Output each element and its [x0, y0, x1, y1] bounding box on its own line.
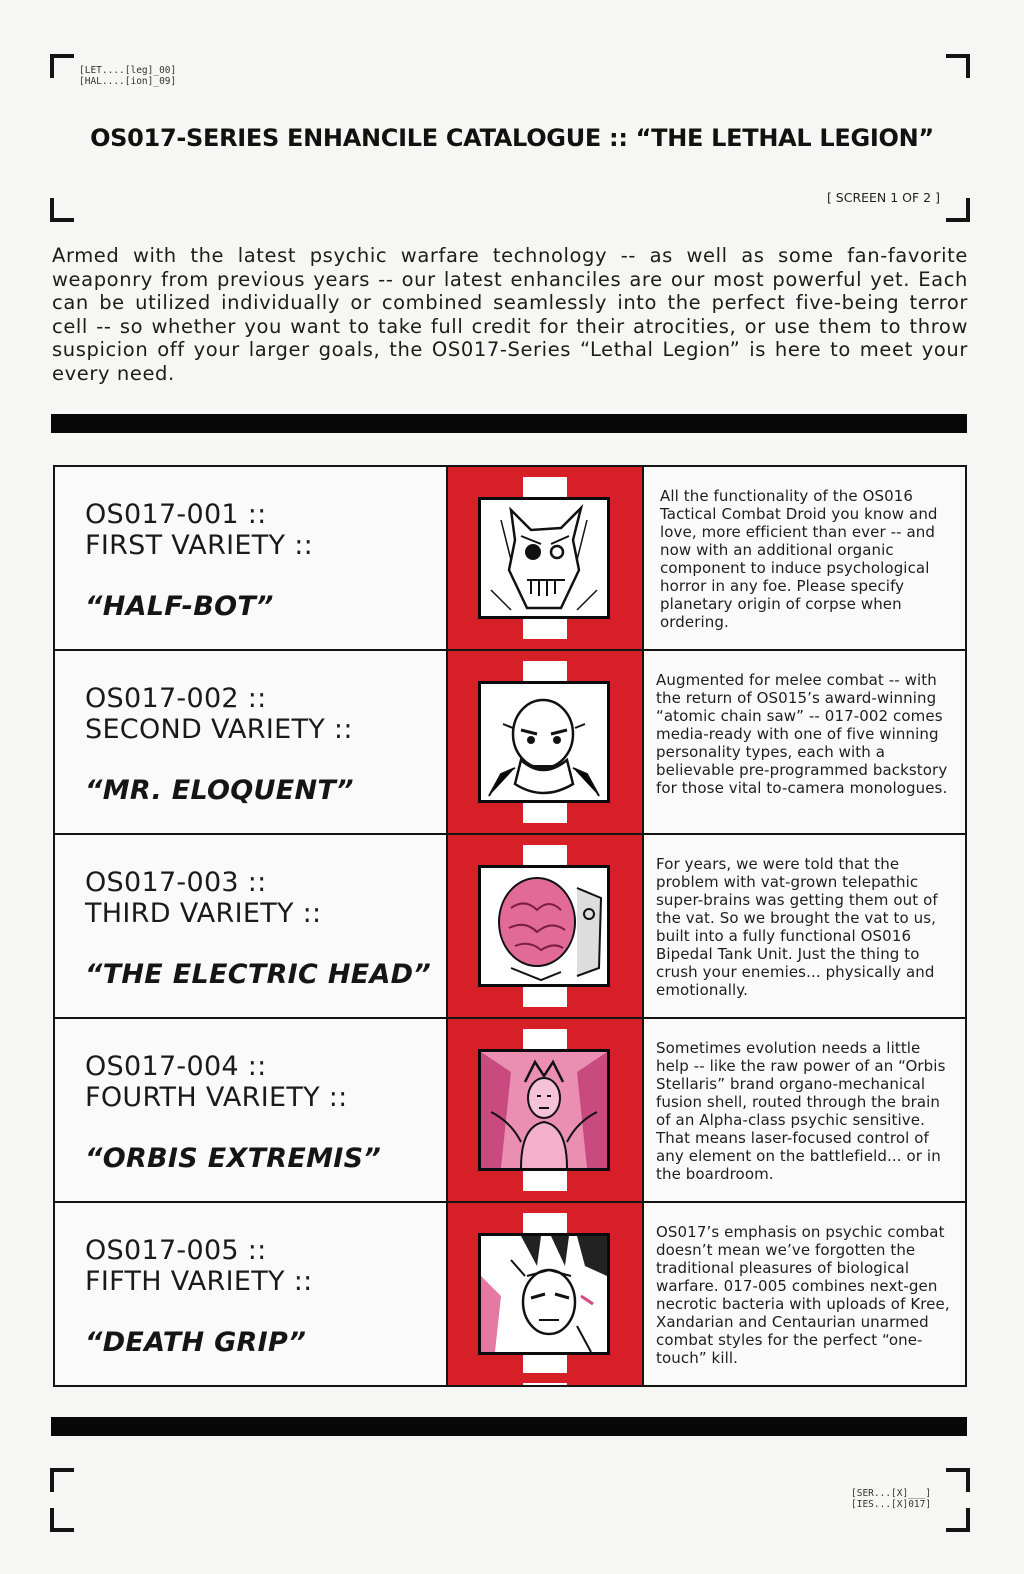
variety-label-cell	[55, 835, 448, 1017]
catalogue-row	[55, 835, 965, 1019]
half-bot-portrait-image	[481, 500, 607, 616]
variety-code: OS017-005 ::	[85, 1235, 267, 1266]
variety-description-cell	[644, 1203, 965, 1385]
variety-description: All the functionality of the OS016 Tactical Combat Droid you know and love, more efficient than ever -- and now with an additional organic component to induce psychological horror in any foe. Please specify planetary origin of corpse when ordering.	[660, 487, 938, 631]
variety-ordinal: FOURTH VARIETY ::	[85, 1082, 348, 1113]
variety-name: “MR. ELOQUENT”	[85, 775, 354, 806]
portrait-panel	[448, 651, 644, 833]
variety-description-cell	[644, 835, 965, 1017]
corner-bracket-bottom-left	[50, 1508, 74, 1532]
electric-head-portrait	[478, 865, 610, 987]
header-code: [LET....[leg]_00] [HAL....[ion]_09]	[79, 65, 177, 87]
corner-bracket-top-left	[50, 54, 74, 78]
variety-ordinal: FIFTH VARIETY ::	[85, 1266, 313, 1297]
variety-description: OS017’s emphasis on psychic combat doesn’t mean we’ve forgotten the traditional pleasures of biological warfare. 017-005 combines next-gen necrotic bacteria with uploads of Kree, Xandarian and Centaurian unarmed combat styles for the perfect “one-touch” kill.	[656, 1223, 950, 1367]
corner-bracket-upper-bottom-right	[946, 198, 970, 222]
variety-description: Sometimes evolution needs a little help -- like the raw power of an “Orbis Stellaris” brand organo-mechanical fusion shell, routed through the brain of an Alpha-class psychic sensitive. That means laser-focused control of any element on the battlefield... or in the boardroom.	[656, 1039, 946, 1183]
variety-ordinal: FIRST VARIETY ::	[85, 530, 314, 561]
mr-eloquent-portrait-image	[481, 684, 607, 800]
variety-label-cell	[55, 1203, 448, 1385]
catalogue-row	[55, 651, 965, 835]
orbis-extremis-portrait	[478, 1049, 610, 1171]
variety-description-cell	[644, 651, 965, 833]
variety-name: “DEATH GRIP”	[85, 1327, 307, 1358]
portrait-panel	[448, 1019, 644, 1201]
orbis-extremis-portrait-image	[481, 1052, 607, 1168]
variety-label-cell	[55, 651, 448, 833]
mr-eloquent-portrait	[478, 681, 610, 803]
variety-label-cell	[55, 1019, 448, 1201]
variety-name: “ORBIS EXTREMIS”	[85, 1143, 382, 1174]
portrait-panel	[448, 467, 644, 649]
variety-ordinal: THIRD VARIETY ::	[85, 898, 322, 929]
corner-bracket-bottom-right	[946, 1508, 970, 1532]
variety-description: For years, we were told that the problem with vat-grown telepathic super-brains was getting them out of the vat. So we brought the vat to us, built into a fully functional OS016 Bipedal Tank Unit. Just the thing to crush your enemies... physically and emotionally.	[656, 855, 938, 999]
electric-head-portrait-image	[481, 868, 607, 984]
screen-indicator: [ SCREEN 1 OF 2 ]	[826, 190, 940, 205]
page-title: OS017-SERIES ENHANCILE CATALOGUE :: “THE LETHAL LEGION”	[90, 124, 934, 152]
corner-bracket-upper-bottom-left	[50, 198, 74, 222]
variety-label-cell	[55, 467, 448, 649]
variety-code: OS017-003 ::	[85, 867, 267, 898]
variety-description-cell	[644, 1019, 965, 1201]
variety-description: Augmented for melee combat -- with the return of OS015’s award-winning “atomic chain saw” -- 017-002 comes media-ready with one of five winning personality types, each with a believable pre-programmed backstory for those vital to-camera monologues.	[656, 671, 948, 797]
variety-description-cell	[644, 467, 965, 649]
death-grip-portrait	[478, 1233, 610, 1355]
corner-bracket-footer-top-right	[946, 1468, 970, 1492]
variety-name: “HALF-BOT”	[85, 591, 274, 622]
catalogue-row	[55, 467, 965, 651]
variety-code: OS017-001 ::	[85, 499, 267, 530]
variety-name: “THE ELECTRIC HEAD”	[85, 959, 432, 990]
half-bot-portrait	[478, 497, 610, 619]
catalogue-table	[53, 465, 967, 1387]
intro-paragraph: Armed with the latest psychic warfare technology -- as well as some fan-favorite weaponry from previous years -- our latest enhanciles are our most powerful yet. Each can be utilized individually or combined seamlessly into the perfect five-being terror cell -- so whether you want to take full credit for their atrocities, or use them to throw suspicion off your larger goals, the OS017-Series “Lethal Legion” is here to meet your every need.	[52, 244, 968, 385]
divider-bar-top	[51, 414, 967, 433]
divider-bar-bottom	[51, 1417, 967, 1436]
variety-ordinal: SECOND VARIETY ::	[85, 714, 353, 745]
portrait-panel	[448, 1203, 644, 1385]
footer-code: [SER...[X]___] [IES...[X]017]	[851, 1488, 932, 1510]
corner-bracket-footer-top-left	[50, 1468, 74, 1492]
death-grip-portrait-image	[481, 1236, 607, 1352]
variety-code: OS017-004 ::	[85, 1051, 267, 1082]
portrait-panel	[448, 835, 644, 1017]
corner-bracket-top-right	[946, 54, 970, 78]
variety-code: OS017-002 ::	[85, 683, 267, 714]
catalogue-row	[55, 1203, 965, 1385]
catalogue-row	[55, 1019, 965, 1203]
